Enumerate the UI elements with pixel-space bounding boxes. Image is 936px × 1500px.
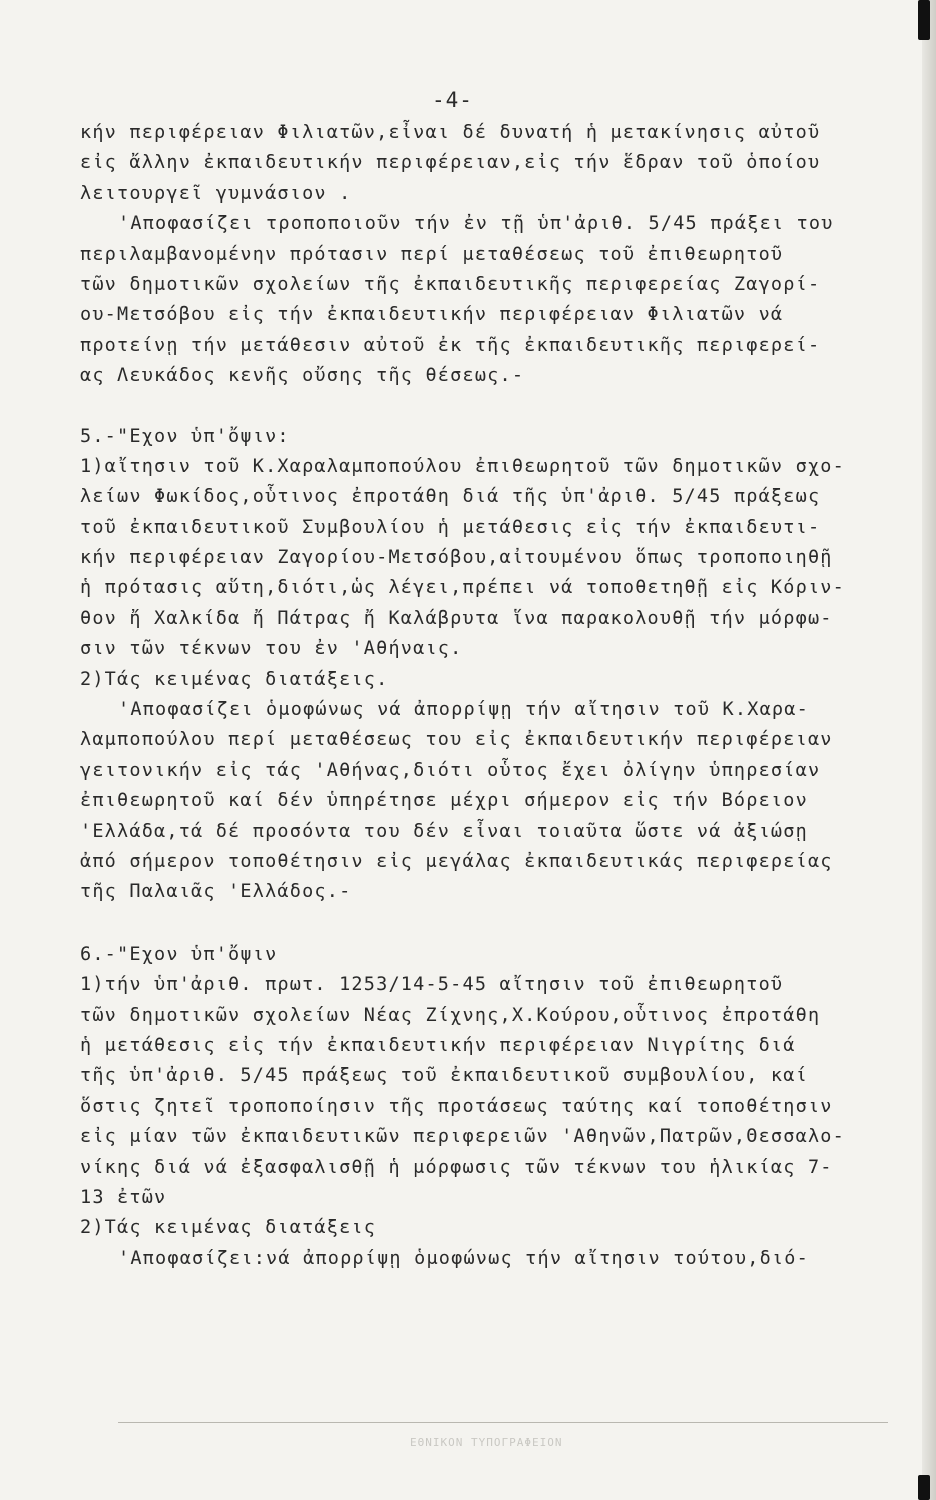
text-line: 13 ἐτῶν [80, 1186, 167, 1208]
binder-mark-top [918, 0, 930, 40]
text-line: εἰς μίαν τῶν ἐκπαιδευτικῶν περιφερειῶν 'Αθηνῶν,Πατρῶν,Θεσσαλο- [80, 1126, 845, 1148]
section-heading-6: 6.-"Εχον ὑπ'ὄψιν [80, 943, 278, 965]
text-line: 'Αποφασίζει:νά ἀπορρίψῃ ὁμοφώνως τήν αἴτησιν τούτου,διό- [118, 1247, 809, 1269]
text-line: κήν περιφέρειαν Ζαγορίου-Μετσόβου,αἰτουμένου ὅπως τροποποιηθῇ [80, 547, 833, 569]
text-line: περιλαμβανομένην πρότασιν περί μεταθέσεως τοῦ ἐπιθεωρητοῦ [80, 243, 784, 265]
text-line: νίκης διά νά ἐξασφαλισθῇ ἡ μόρφωσις τῶν τέκνων του ἡλικίας 7- [80, 1156, 833, 1178]
text-line: ου-Μετσόβου εἰς τήν ἐκπαιδευτικήν περιφέρειαν Φιλιατῶν νά [80, 304, 784, 326]
text-line: λαμποπούλου περί μεταθέσεως του εἰς ἐκπαιδευτικήν περιφέρειαν [80, 729, 833, 751]
text-line: ἀπό σήμερον τοποθέτησιν εἰς μεγάλας ἐκπαιδευτικάς περιφερείας [80, 850, 833, 872]
text-line: προτείνῃ τήν μετάθεσιν αὐτοῦ ἐκ τῆς ἐκπαιδευτικῆς περιφερεί- [80, 334, 821, 356]
text-line: θον ἤ Χαλκίδα ἤ Πάτρας ἤ Καλάβρυτα ἵνα παρακολουθῇ τήν μόρφω- [80, 607, 833, 629]
text-line: ὅστις ζητεῖ τροποποίησιν τῆς προτάσεως ταύτης καί τοποθέτησιν [80, 1095, 833, 1117]
text-line: ἐπιθεωρητοῦ καί δέν ὑπηρέτησε μέχρι σήμερον εἰς τήν Βόρειον [80, 790, 808, 812]
page-number: -4- [432, 88, 473, 112]
text-line: 1)αἴτησιν τοῦ Κ.Χαραλαμποπούλου ἐπιθεωρητοῦ τῶν δημοτικῶν σχο- [80, 455, 845, 477]
text-line: τῆς ὑπ'ἀριθ. 5/45 πράξεως τοῦ ἐκπαιδευτικοῦ συμβουλίου, καί [80, 1065, 808, 1087]
text-line: ἡ μετάθεσις εἰς τήν ἐκπαιδευτικήν περιφέρειαν Νιγρίτης διά [80, 1034, 796, 1056]
bottom-rule [118, 1422, 888, 1423]
section-heading-5: 5.-"Εχον ὑπ'ὄψιν: [80, 425, 290, 447]
text-line: 2)Τάς κειμένας διατάξεις. [80, 668, 389, 690]
text-line: 1)τήν ὑπ'ἀριθ. πρωτ. 1253/14-5-45 αἴτησιν τοῦ ἐπιθεωρητοῦ [80, 974, 784, 996]
text-line: τοῦ ἐκπαιδευτικοῦ Συμβουλίου ἡ μετάθεσις εἰς τήν ἐκπαιδευτι- [80, 516, 821, 538]
text-line: 'Ελλάδα,τά δέ προσόντα του δέν εἶναι τοιαῦτα ὥστε νά ἀξιώσῃ [80, 820, 808, 842]
binder-mark-bottom [918, 1475, 930, 1500]
typed-text-body [80, 118, 910, 1274]
text-line: ας Λευκάδος κενῆς οὔσης τῆς θέσεως.- [80, 365, 525, 387]
text-line: 'Αποφασίζει ὁμοφώνως νά ἀπορρίψῃ τήν αἴτησιν τοῦ Κ.Χαρα- [118, 699, 809, 721]
text-line: εἰς ἄλλην ἐκπαιδευτικήν περιφέρειαν,εἰς τήν ἕδραν τοῦ ὁποίου [80, 152, 821, 174]
text-line: κήν περιφέρειαν Φιλιατῶν,εἶναι δέ δυνατή ἡ μετακίνησις αὐτοῦ [80, 122, 821, 143]
paragraph-gap [80, 908, 910, 940]
text-line: τῶν δημοτικῶν σχολείων Νέας Ζίχνης,Χ.Κούρου,οὗτινος ἐπροτάθη [80, 1004, 821, 1026]
text-line: γειτονικήν εἰς τάς 'Αθήνας,διότι οὗτος ἔχει ὀλίγην ὑπηρεσίαν [80, 759, 821, 781]
text-line: λειτουργεῖ γυμνάσιον . [80, 182, 352, 204]
page-edge-shadow [922, 0, 936, 1500]
text-line: λείων Φωκίδος,οὗτινος ἐπροτάθη διά τῆς ὑπ'ἀριθ. 5/45 πράξεως [80, 486, 821, 508]
text-line: τῶν δημοτικῶν σχολείων τῆς ἐκπαιδευτικῆς περιφερείας Ζαγορί- [80, 273, 821, 295]
text-line: τῆς Παλαιᾶς 'Ελλάδος.- [80, 881, 352, 903]
text-line: σιν τῶν τέκνων του ἐν 'Αθήναις. [80, 638, 463, 660]
paragraph-gap [80, 392, 910, 422]
text-line: ἡ πρότασις αὕτη,διότι,ὡς λέγει,πρέπει νά τοποθετηθῇ εἰς Κόριν- [80, 577, 845, 599]
text-line: 'Αποφασίζει τροποποιοῦν τήν ἐν τῇ ὑπ'ἀριθ. 5/45 πράξει του [118, 213, 834, 235]
text-line: 2)Τάς κειμένας διατάξεις [80, 1217, 377, 1239]
footer-imprint: ΕΘΝΙΚΟΝ ΤΥΠΟΓΡΑΦΕΙΟΝ [410, 1436, 563, 1449]
